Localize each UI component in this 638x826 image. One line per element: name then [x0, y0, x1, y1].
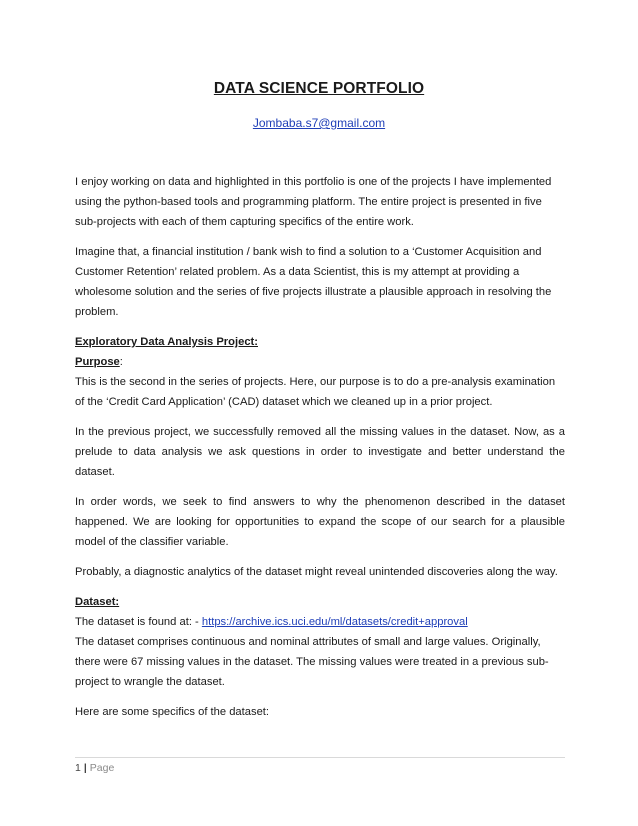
dataset-location-prefix: The dataset is found at: - — [75, 616, 199, 628]
dataset-description: The dataset comprises continuous and nominal attributes of small and large values. Originally, there were 67 missing values in the dataset. The missing values were treated in a previous sub-project to wrangle the dataset. — [75, 636, 549, 688]
page-number: 1 — [75, 762, 81, 774]
document-body — [75, 172, 565, 732]
footer-separator: | — [83, 762, 87, 774]
purpose-colon: : — [119, 356, 123, 368]
intro-paragraph-2: Imagine that, a financial institution / bank wish to find a solution to a ‘Customer Acquisition and Customer Retention’ related problem. As a data Scientist, this is my attempt at providing a wholesome solution and the series of five projects illustrate a plausible approach in resolving the problem. — [75, 246, 552, 318]
dataset-heading: Dataset: — [75, 596, 120, 608]
previous-project-paragraph: In the previous project, we successfully removed all the missing values in the dataset. Now, as a prelude to data analysis we ask questions in order to investigate and better understand the dataset. — [75, 426, 565, 478]
dataset-section — [75, 592, 565, 692]
email-link[interactable]: Jombaba.s7@gmail.com — [252, 116, 386, 130]
eda-heading: Exploratory Data Analysis Project: — [75, 336, 258, 348]
dataset-url-link[interactable]: https://archive.ics.uci.edu/ml/datasets/credit+approval — [201, 616, 468, 628]
diagnostic-paragraph: Probably, a diagnostic analytics of the dataset might reveal unintended discoveries along the way. — [75, 566, 558, 578]
specifics-paragraph: Here are some specifics of the dataset: — [75, 706, 270, 718]
purpose-label: Purpose — [75, 356, 120, 368]
intro-paragraph-1: I enjoy working on data and highlighted in this portfolio is one of the projects I have implemented using the python-based tools and programming platform. The entire project is presented in five sub-projects with each of them capturing specifics of the entire work. — [75, 176, 552, 228]
page-title: DATA SCIENCE PORTFOLIO — [213, 80, 425, 97]
purpose-text: This is the second in the series of projects. Here, our purpose is to do a pre-analysis examination of the ‘Credit Card Application’ (CAD) dataset which we cleaned up in a prior project. — [75, 376, 556, 408]
eda-section — [75, 332, 565, 412]
order-words-paragraph: In order words, we seek to find answers to why the phenomenon described in the dataset happened. We are looking for opportunities to expand the scope of our search for a plausible model of the classifier variable. — [75, 496, 565, 548]
page-footer — [75, 757, 565, 774]
page-label: Page — [89, 762, 115, 774]
